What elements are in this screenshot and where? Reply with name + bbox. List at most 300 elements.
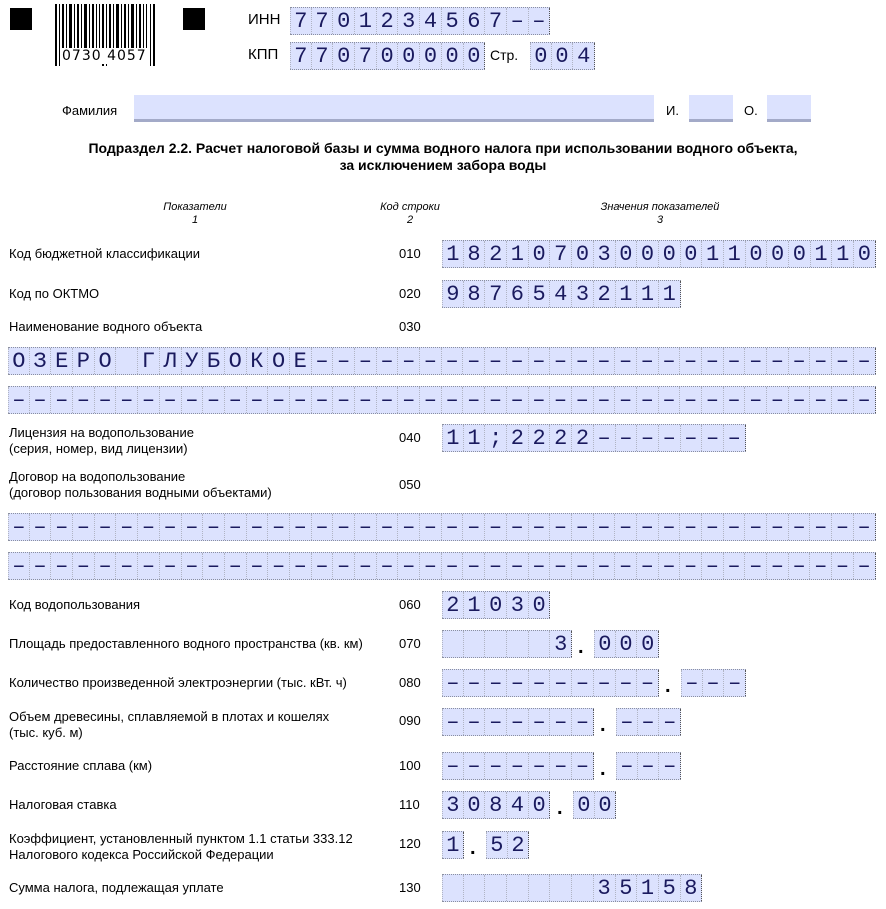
char-cell: – xyxy=(312,387,334,413)
char-cell: 2 xyxy=(442,592,464,618)
char-cell: – xyxy=(550,514,572,540)
char-cell: – xyxy=(333,514,355,540)
char-cell xyxy=(529,631,551,657)
char-cell: – xyxy=(659,425,681,451)
char-cell: 7 xyxy=(312,43,334,69)
char-cell: – xyxy=(637,425,659,451)
char-cell: – xyxy=(616,670,638,696)
tax-amount-field[interactable] xyxy=(442,874,702,902)
char-cell: – xyxy=(116,553,138,579)
char-cell: 3 xyxy=(594,241,616,267)
char-cell: – xyxy=(681,670,703,696)
rafting-distance-integer-field[interactable] xyxy=(442,752,594,780)
char-cell: 3 xyxy=(572,281,594,307)
char-cell: – xyxy=(355,387,377,413)
char-cell: – xyxy=(116,514,138,540)
char-cell: – xyxy=(702,387,724,413)
oktmo-field[interactable] xyxy=(442,280,681,308)
char-cell xyxy=(464,875,486,901)
agreement-field-line2[interactable] xyxy=(8,552,876,580)
char-cell: – xyxy=(572,514,594,540)
char-cell: – xyxy=(615,387,637,413)
char-cell: – xyxy=(637,348,659,374)
char-cell: 1 xyxy=(637,281,659,307)
char-cell: – xyxy=(810,387,832,413)
char-cell: – xyxy=(507,709,529,735)
water-use-code-field[interactable] xyxy=(442,591,550,619)
char-cell xyxy=(550,875,572,901)
char-cell: 5 xyxy=(659,875,681,901)
tax-rate-integer-field[interactable] xyxy=(442,791,550,819)
char-cell: – xyxy=(594,553,616,579)
char-cell: ; xyxy=(485,425,507,451)
label-100: Расстояние сплава (км) xyxy=(9,758,153,773)
char-cell: – xyxy=(398,553,420,579)
char-cell: – xyxy=(789,514,811,540)
char-cell: – xyxy=(681,425,703,451)
char-cell: – xyxy=(312,553,334,579)
char-cell xyxy=(485,875,507,901)
char-cell: – xyxy=(572,670,594,696)
patronymic-label: О. xyxy=(744,103,758,118)
page-number-field[interactable] xyxy=(530,42,595,70)
char-cell: 8 xyxy=(681,875,703,901)
char-cell: З xyxy=(30,348,52,374)
char-cell: – xyxy=(485,753,507,779)
char-cell: – xyxy=(463,514,485,540)
char-cell: – xyxy=(789,387,811,413)
code-060: 060 xyxy=(399,597,421,612)
char-cell: – xyxy=(485,553,507,579)
char-cell: 0 xyxy=(333,43,355,69)
char-cell: – xyxy=(442,348,464,374)
surname-label: Фамилия xyxy=(62,103,118,118)
label-040: Лицензия на водопользование (серия, номер, вид лицензии) xyxy=(9,425,194,456)
char-cell: 1 xyxy=(442,241,464,267)
char-cell: 1 xyxy=(442,425,464,451)
char-cell: – xyxy=(745,348,767,374)
char-cell: – xyxy=(442,387,464,413)
char-cell: – xyxy=(854,514,876,540)
char-cell: 1 xyxy=(464,592,486,618)
char-cell: 0 xyxy=(789,241,811,267)
char-cell: – xyxy=(637,514,659,540)
char-cell: – xyxy=(485,387,507,413)
char-cell: – xyxy=(615,553,637,579)
char-cell: – xyxy=(312,348,334,374)
char-cell: – xyxy=(355,553,377,579)
char-cell: – xyxy=(724,425,746,451)
char-cell: – xyxy=(485,709,507,735)
char-cell: 0 xyxy=(420,43,442,69)
char-cell: 0 xyxy=(529,241,551,267)
char-cell: – xyxy=(810,553,832,579)
char-cell: – xyxy=(832,514,854,540)
char-cell: У xyxy=(182,348,204,374)
char-cell: 5 xyxy=(529,281,551,307)
col-header-line-code: Код строки 2 xyxy=(380,201,440,226)
char-cell: – xyxy=(398,514,420,540)
electricity-integer-field[interactable] xyxy=(442,669,659,697)
char-cell: – xyxy=(832,387,854,413)
char-cell: 5 xyxy=(442,8,464,34)
char-cell: – xyxy=(810,514,832,540)
char-cell: – xyxy=(247,553,269,579)
char-cell: – xyxy=(659,709,681,735)
label-030: Наименование водного объекта xyxy=(9,319,203,334)
char-cell: – xyxy=(30,553,52,579)
char-cell: 0 xyxy=(529,792,551,818)
char-cell: 2 xyxy=(572,425,594,451)
char-cell: – xyxy=(529,709,551,735)
char-cell: 2 xyxy=(594,281,616,307)
code-010: 010 xyxy=(399,246,421,261)
char-cell: – xyxy=(377,348,399,374)
patronymic-input[interactable] xyxy=(767,95,811,122)
char-cell: – xyxy=(854,553,876,579)
char-cell: 0 xyxy=(529,592,551,618)
char-cell: 0 xyxy=(659,241,681,267)
char-cell: Л xyxy=(160,348,182,374)
char-cell: – xyxy=(702,514,724,540)
char-cell: – xyxy=(789,553,811,579)
char-cell: – xyxy=(182,387,204,413)
char-cell: Б xyxy=(203,348,225,374)
char-cell: Г xyxy=(138,348,160,374)
char-cell: – xyxy=(507,670,529,696)
char-cell: 7 xyxy=(312,8,334,34)
char-cell: – xyxy=(442,514,464,540)
label-110: Налоговая ставка xyxy=(9,797,117,812)
label-080: Количество произведенной электроэнергии (тыс. кВт. ч) xyxy=(9,675,347,690)
char-cell: 7 xyxy=(485,8,507,34)
char-cell: 0 xyxy=(485,592,507,618)
char-cell: – xyxy=(464,670,486,696)
char-cell: – xyxy=(507,348,529,374)
label-070: Площадь предоставленного водного пространства (кв. км) xyxy=(9,636,363,651)
char-cell: 0 xyxy=(530,43,552,69)
decimal-separator: . xyxy=(578,636,584,658)
char-cell: – xyxy=(464,709,486,735)
area-integer-field[interactable] xyxy=(442,630,572,658)
char-cell: – xyxy=(680,387,702,413)
decimal-separator: . xyxy=(600,714,606,736)
char-cell: 3 xyxy=(398,8,420,34)
kpp-field[interactable] xyxy=(290,42,485,70)
char-cell: 3 xyxy=(442,792,464,818)
char-cell xyxy=(572,875,594,901)
char-cell: – xyxy=(442,670,464,696)
char-cell: – xyxy=(572,387,594,413)
char-cell: – xyxy=(138,514,160,540)
char-cell: 1 xyxy=(724,241,746,267)
char-cell: – xyxy=(724,514,746,540)
char-cell: 3 xyxy=(594,875,616,901)
char-cell: – xyxy=(30,387,52,413)
char-cell: – xyxy=(268,387,290,413)
char-cell: – xyxy=(290,553,312,579)
kbk-field[interactable] xyxy=(442,240,876,268)
char-cell: – xyxy=(616,753,638,779)
char-cell: – xyxy=(810,348,832,374)
char-cell xyxy=(116,348,138,374)
label-090: Объем древесины, сплавляемой в плотах и кошелях (тыс. куб. м) xyxy=(9,709,330,740)
page-label: Стр. xyxy=(490,47,519,63)
char-cell: – xyxy=(615,514,637,540)
char-cell: – xyxy=(680,348,702,374)
char-cell: – xyxy=(51,514,73,540)
char-cell: Е xyxy=(290,348,312,374)
tax-rate-decimal-field[interactable] xyxy=(573,791,616,819)
label-050: Договор на водопользование (договор пользования водными объектами) xyxy=(9,469,272,500)
char-cell: 7 xyxy=(290,8,312,34)
char-cell: 0 xyxy=(377,43,399,69)
surname-input[interactable] xyxy=(134,95,654,122)
char-cell: – xyxy=(745,514,767,540)
char-cell: 1 xyxy=(637,875,659,901)
char-cell: – xyxy=(355,514,377,540)
char-cell: – xyxy=(160,553,182,579)
char-cell: – xyxy=(116,387,138,413)
section-title-line1: Подраздел 2.2. Расчет налоговой базы и сумма водного налога при использовании водного объекта, xyxy=(88,140,798,156)
char-cell: 0 xyxy=(595,792,617,818)
char-cell: – xyxy=(724,348,746,374)
char-cell: – xyxy=(464,753,486,779)
char-cell: 0 xyxy=(767,241,789,267)
license-field[interactable] xyxy=(442,424,746,452)
initial-input[interactable] xyxy=(689,95,733,122)
char-cell: – xyxy=(507,387,529,413)
char-cell: 0 xyxy=(464,792,486,818)
char-cell: – xyxy=(550,753,572,779)
char-cell: – xyxy=(507,8,529,34)
char-cell: – xyxy=(529,670,551,696)
char-cell: 0 xyxy=(572,241,594,267)
char-cell xyxy=(442,631,464,657)
char-cell: 0 xyxy=(616,241,638,267)
col-header-values: Значения показателей 3 xyxy=(600,201,720,226)
char-cell: 4 xyxy=(507,792,529,818)
char-cell: О xyxy=(268,348,290,374)
char-cell: 0 xyxy=(333,8,355,34)
char-cell: – xyxy=(745,387,767,413)
char-cell: 1 xyxy=(355,8,377,34)
char-cell: – xyxy=(680,514,702,540)
char-cell: – xyxy=(420,387,442,413)
char-cell: – xyxy=(659,387,681,413)
char-cell: – xyxy=(138,553,160,579)
char-cell: 0 xyxy=(594,631,616,657)
char-cell: – xyxy=(442,553,464,579)
label-130: Сумма налога, подлежащая уплате xyxy=(9,880,224,895)
char-cell: – xyxy=(529,348,551,374)
char-cell: – xyxy=(333,387,355,413)
char-cell: – xyxy=(702,553,724,579)
char-cell: – xyxy=(268,553,290,579)
char-cell: – xyxy=(30,514,52,540)
char-cell: 2 xyxy=(377,8,399,34)
char-cell: Е xyxy=(51,348,73,374)
char-cell: – xyxy=(703,670,725,696)
char-cell: – xyxy=(73,514,95,540)
char-cell: – xyxy=(463,553,485,579)
char-cell: – xyxy=(377,387,399,413)
char-cell: 0 xyxy=(637,631,659,657)
char-cell: 2 xyxy=(508,832,530,858)
char-cell: 6 xyxy=(507,281,529,307)
code-080: 080 xyxy=(399,675,421,690)
char-cell: – xyxy=(182,514,204,540)
char-cell: – xyxy=(724,670,746,696)
char-cell: – xyxy=(312,514,334,540)
char-cell: – xyxy=(160,387,182,413)
char-cell: 2 xyxy=(550,425,572,451)
section-title xyxy=(0,140,886,174)
char-cell: – xyxy=(507,553,529,579)
char-cell: – xyxy=(95,387,117,413)
char-cell: – xyxy=(659,514,681,540)
char-cell: 7 xyxy=(355,43,377,69)
char-cell: – xyxy=(594,425,616,451)
char-cell xyxy=(507,875,529,901)
label-120: Коэффициент, установленный пунктом 1.1 статьи 333.12 Налогового кодекса Российской Федерации xyxy=(9,831,353,862)
char-cell: 0 xyxy=(442,43,464,69)
corner-marker-right xyxy=(183,8,205,30)
char-cell: – xyxy=(485,514,507,540)
char-cell: – xyxy=(572,348,594,374)
char-cell: – xyxy=(832,348,854,374)
char-cell: – xyxy=(333,553,355,579)
inn-field[interactable] xyxy=(290,7,550,35)
char-cell: – xyxy=(659,348,681,374)
char-cell: – xyxy=(8,387,30,413)
char-cell: – xyxy=(854,348,876,374)
timber-volume-decimal-field[interactable] xyxy=(616,708,681,736)
char-cell: 0 xyxy=(854,241,876,267)
char-cell: – xyxy=(854,387,876,413)
label-060: Код водопользования xyxy=(9,597,141,612)
col-header-indicators: Показатели 1 xyxy=(163,201,227,226)
char-cell: 0 xyxy=(398,43,420,69)
char-cell: – xyxy=(420,514,442,540)
char-cell: – xyxy=(529,514,551,540)
char-cell xyxy=(464,631,486,657)
char-cell: 2 xyxy=(507,425,529,451)
char-cell: 7 xyxy=(485,281,507,307)
char-cell: 5 xyxy=(486,832,508,858)
code-050: 050 xyxy=(399,477,421,492)
barcode-number: 0730 4057 xyxy=(62,48,147,64)
char-cell: – xyxy=(550,553,572,579)
char-cell: 1 xyxy=(507,241,529,267)
code-070: 070 xyxy=(399,636,421,651)
char-cell: – xyxy=(160,514,182,540)
electricity-decimal-field[interactable] xyxy=(681,669,746,697)
char-cell: – xyxy=(615,348,637,374)
char-cell: – xyxy=(8,553,30,579)
char-cell: – xyxy=(594,670,616,696)
char-cell: – xyxy=(594,387,616,413)
char-cell: – xyxy=(572,753,594,779)
char-cell: – xyxy=(594,514,616,540)
rafting-distance-decimal-field[interactable] xyxy=(616,752,681,780)
char-cell: 7 xyxy=(550,241,572,267)
char-cell: К xyxy=(247,348,269,374)
char-cell: – xyxy=(616,425,638,451)
decimal-separator: . xyxy=(665,675,671,697)
char-cell xyxy=(507,631,529,657)
decimal-separator: . xyxy=(470,837,476,859)
char-cell: – xyxy=(203,553,225,579)
char-cell: – xyxy=(95,514,117,540)
char-cell: 0 xyxy=(637,241,659,267)
char-cell: 1 xyxy=(832,241,854,267)
char-cell: – xyxy=(550,348,572,374)
char-cell: – xyxy=(724,553,746,579)
char-cell: – xyxy=(789,348,811,374)
char-cell: Р xyxy=(73,348,95,374)
char-cell: – xyxy=(225,387,247,413)
char-cell: 0 xyxy=(552,43,574,69)
char-cell: – xyxy=(51,553,73,579)
char-cell: – xyxy=(832,553,854,579)
code-130: 130 xyxy=(399,880,421,895)
water-body-name-line1[interactable] xyxy=(8,347,876,375)
char-cell: 2 xyxy=(529,425,551,451)
char-cell: – xyxy=(247,514,269,540)
kpp-label: КПП xyxy=(248,46,279,63)
char-cell: О xyxy=(225,348,247,374)
char-cell: 0 xyxy=(681,241,703,267)
char-cell: 8 xyxy=(464,241,486,267)
char-cell: – xyxy=(73,553,95,579)
char-cell xyxy=(442,875,464,901)
char-cell: 8 xyxy=(464,281,486,307)
char-cell: – xyxy=(637,670,659,696)
char-cell: – xyxy=(680,553,702,579)
label-010: Код бюджетной классификации xyxy=(9,246,200,261)
char-cell: – xyxy=(507,514,529,540)
char-cell: – xyxy=(95,553,117,579)
timber-volume-integer-field[interactable] xyxy=(442,708,594,736)
char-cell: – xyxy=(638,709,660,735)
char-cell xyxy=(529,875,551,901)
water-body-name-line2[interactable] xyxy=(8,386,876,414)
char-cell: 0 xyxy=(746,241,768,267)
char-cell: – xyxy=(767,553,789,579)
decimal-separator: . xyxy=(557,797,563,819)
char-cell: – xyxy=(659,753,681,779)
area-decimal-field[interactable] xyxy=(594,630,659,658)
char-cell: – xyxy=(529,8,551,34)
char-cell: – xyxy=(225,514,247,540)
char-cell: – xyxy=(51,387,73,413)
code-040: 040 xyxy=(399,430,421,445)
agreement-field-line1[interactable] xyxy=(8,513,876,541)
char-cell: 9 xyxy=(442,281,464,307)
coefficient-integer-field[interactable] xyxy=(442,831,464,859)
char-cell: 3 xyxy=(507,592,529,618)
initial-label: И. xyxy=(666,103,679,118)
char-cell: – xyxy=(290,514,312,540)
char-cell: – xyxy=(550,387,572,413)
code-120: 120 xyxy=(399,836,421,851)
char-cell: – xyxy=(398,387,420,413)
char-cell: – xyxy=(420,553,442,579)
char-cell: – xyxy=(745,553,767,579)
char-cell: – xyxy=(442,753,464,779)
coefficient-decimal-field[interactable] xyxy=(486,831,529,859)
